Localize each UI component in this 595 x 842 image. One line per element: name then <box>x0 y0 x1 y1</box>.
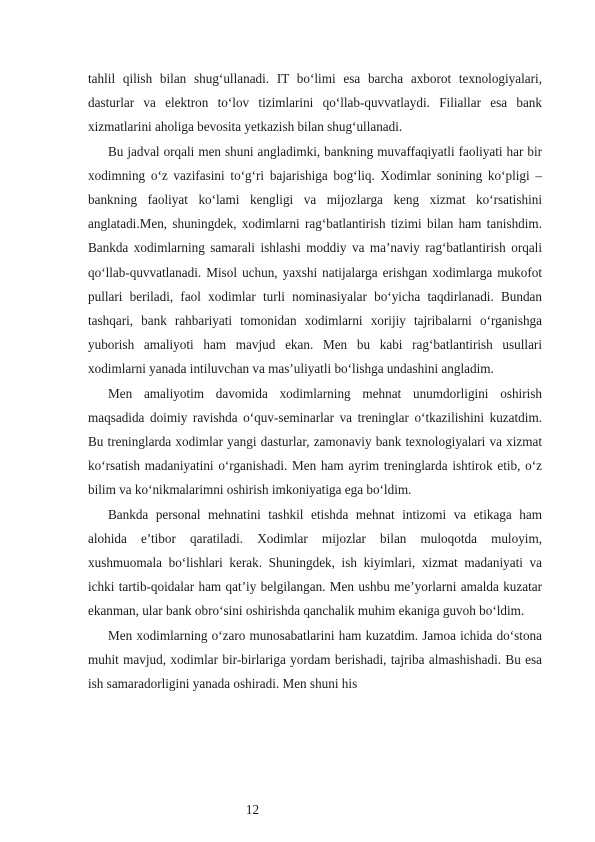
paragraph-trainings: Men amaliyotim davomida xodimlarning mehnat unumdorligini oshirish maqsadida doimiy ravishda o‘quv-seminarlar va treninglar o‘tkazilishini kuzatdim. Bu treninglarda xodimlar yangi dasturlar, zamonaviy bank texnologiyalari va xizmat ko‘rsatish madaniyatini o‘rganishadi. Men ham ayrim treninglarda ishtirok etib, o‘z bilim va ko‘nikmalarimni oshirish imkoniyatiga ega bo‘ldim. <box>88 385 542 498</box>
paragraph-table-insight: Bu jadval orqali men shuni angladimki, bankning muvaffaqiyatli faoliyati har bir xodimning o‘z vazifasini to‘g‘ri bajarishiga bog‘liq. Xodimlar sonining ko‘pligi – bankning faoliyat ko‘lami kengligi va mijozlarga keng xizmat ko‘rsatishini anglatadi.Men, shuningdek, xodimlarni rag‘batlantirish tizimi bilan ham tanishdim. Bankda xodimlarning samarali ishlashi moddiy va ma’naviy rag‘batlantirish orqali qo‘llab-quvvatlanadi. Misol uchun, yaxshi natijalarga erishgan xodimlarga mukofot pullari beriladi, faol xodimlar turli nominasiyalar bo‘yicha taqdirlanadi. Bundan tashqari, bank rahbariyati tomonidan xodimlarni xorijiy tajribalarni o‘rganishga yuborish amaliyoti ham mavjud ekan. Men bu kabi rag‘batlantirish usullari xodimlarni yanada intiluvchan va mas’uliyatli bo‘lishga undashini angladim. <box>88 143 542 377</box>
paragraph-relations: Men xodimlarning o‘zaro munosabatlarini ham kuzatdim. Jamoa ichida do‘stona muhit mavjud, xodimlar bir-birlariga yordam berishadi, tajriba almashishadi. Bu esa ish samaradorligini yanada oshiradi. Men shuni his <box>88 627 542 692</box>
paragraph-discipline: Bankda personal mehnatini tashkil etishda mehnat intizomi va etikaga ham alohida e’tibor qaratiladi. Xodimlar mijozlar bilan muloqotda muloyim, xushmuomala bo‘lishlari kerak. Shuningdek, ish kiyimlari, xizmat madaniyati va ichki tartib-qoidalar ham qat’iy belgilangan. Men ushbu me’yorlarni amalda kuzatar ekanman, ular bank obro‘sini oshirishda qanchalik muhim ekaniga guvoh bo‘ldim. <box>88 506 542 619</box>
body-text <box>88 67 542 696</box>
paragraph-continuation: tahlil qilish bilan shug‘ullanadi. IT bo‘limi esa barcha axborot texnologiyalari, dasturlar va elektron to‘lov tizimlarini qo‘llab-quvvatlaydi. Filiallar esa bank xizmatlarini aholiga bevosita yetkazish bilan shug‘ullanadi. <box>88 71 542 135</box>
page-number: 12 <box>245 802 260 817</box>
